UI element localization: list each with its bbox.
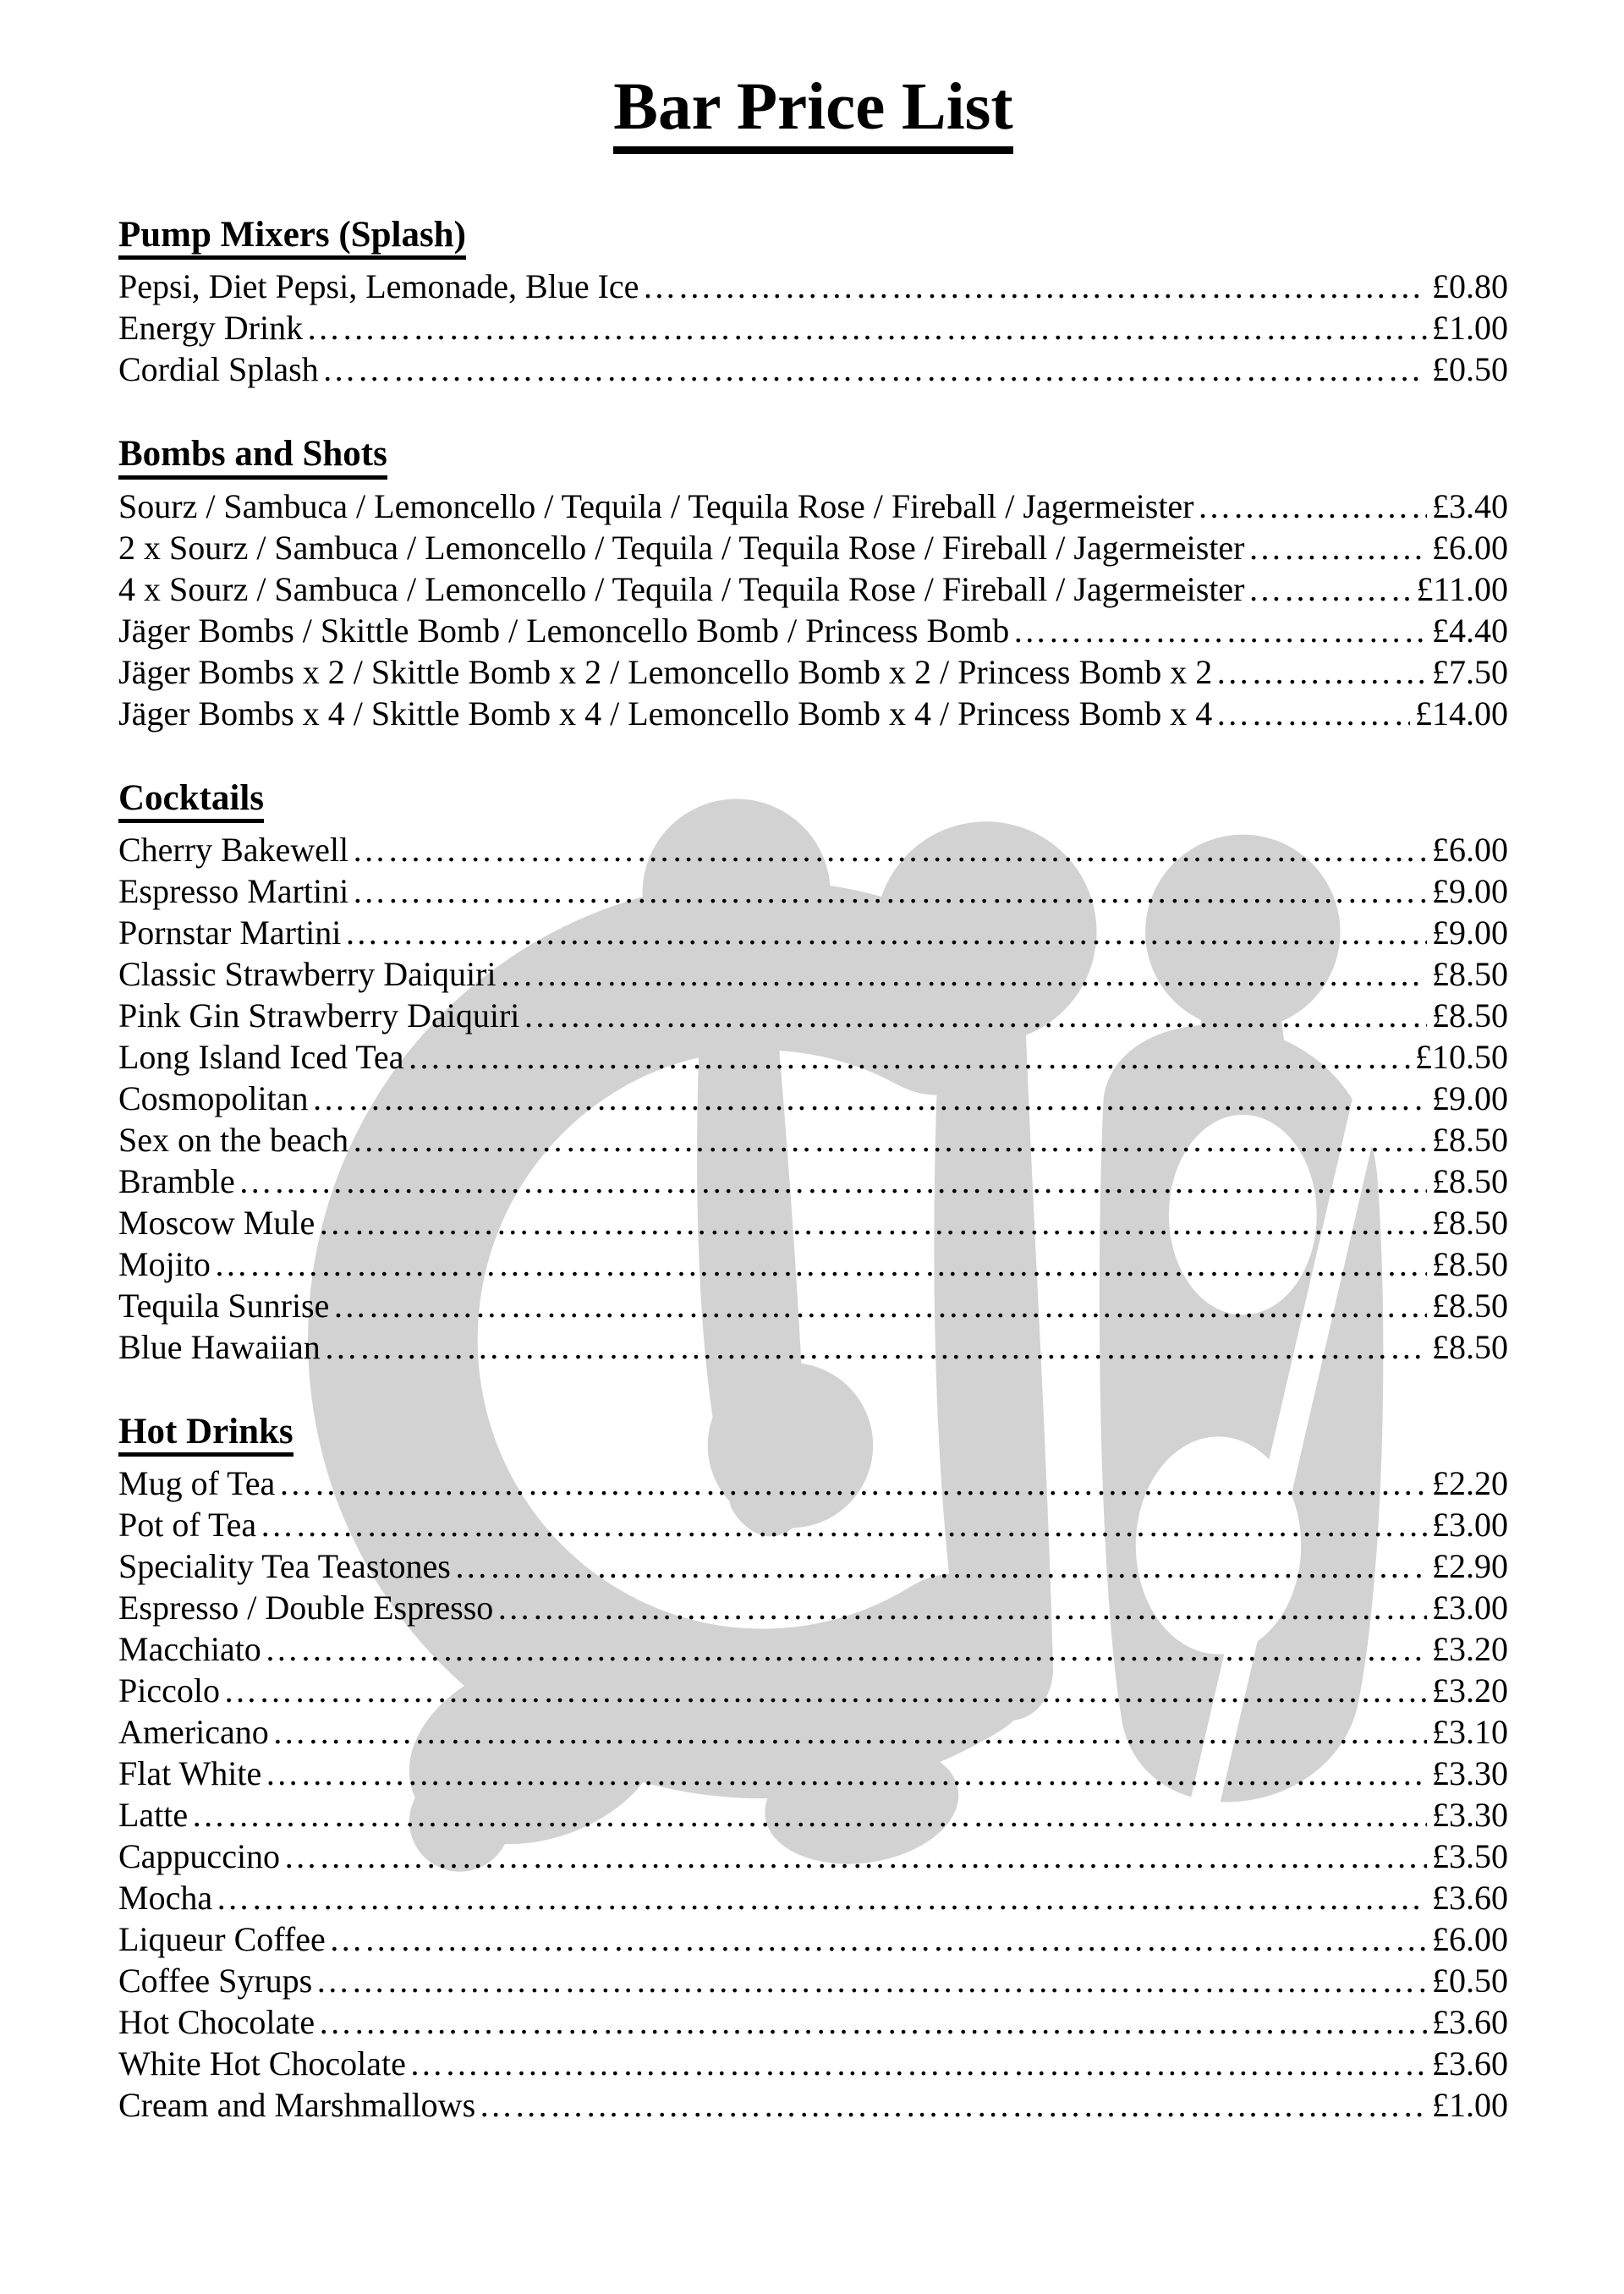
dot-leader	[1198, 486, 1427, 527]
dot-leader	[1248, 568, 1412, 610]
item-name: Mocha	[118, 1879, 213, 1918]
dot-leader	[216, 1877, 1427, 1918]
item-name: Flat White	[118, 1754, 262, 1793]
item-price: £8.50	[1432, 1203, 1508, 1242]
dot-leader	[260, 1504, 1427, 1545]
menu-item-row	[118, 1119, 1508, 1161]
dot-leader	[315, 1960, 1427, 2001]
dot-leader	[1248, 527, 1427, 568]
item-price: £2.20	[1432, 1464, 1508, 1503]
menu-item-row	[118, 1587, 1508, 1628]
item-name: Espresso Martini	[118, 871, 349, 910]
dot-leader	[311, 1078, 1427, 1119]
dot-leader	[344, 912, 1427, 953]
menu-item-row	[118, 1243, 1508, 1285]
item-price: £4.40	[1432, 611, 1508, 650]
menu-item-row	[118, 995, 1508, 1036]
item-name: Bramble	[118, 1161, 235, 1200]
dot-leader	[272, 1711, 1427, 1753]
dot-leader	[409, 2043, 1427, 2084]
item-name: Moscow Mule	[118, 1203, 315, 1242]
item-price: £3.10	[1432, 1713, 1508, 1752]
page-title: Bar Price List	[613, 73, 1012, 154]
dot-leader	[318, 1202, 1427, 1243]
item-price: £3.00	[1432, 1506, 1508, 1545]
menu-item-row	[118, 1078, 1508, 1119]
menu-item-row	[118, 1202, 1508, 1243]
dot-leader	[407, 1036, 1410, 1078]
dot-leader	[278, 1463, 1427, 1504]
menu-item-row	[118, 2084, 1508, 2126]
dot-leader	[642, 266, 1427, 307]
item-name: Coffee Syrups	[118, 1962, 313, 2000]
dot-leader	[318, 2001, 1427, 2043]
menu-item-row	[118, 1960, 1508, 2001]
menu-item-row	[118, 1326, 1508, 1368]
section-heading: Hot Drinks	[118, 1412, 294, 1457]
menu-item-row	[118, 1711, 1508, 1753]
menu-item-row	[118, 651, 1508, 693]
item-price: £6.00	[1432, 528, 1508, 567]
dot-leader	[322, 348, 1427, 390]
item-price: £3.00	[1432, 1589, 1508, 1627]
item-price: £10.50	[1415, 1037, 1508, 1076]
menu-item-row	[118, 348, 1508, 390]
menu-item-row	[118, 307, 1508, 348]
section-items	[118, 829, 1508, 1368]
item-name: Liqueur Coffee	[118, 1920, 326, 1959]
dot-leader	[1012, 610, 1427, 651]
menu-item-row	[118, 1670, 1508, 1711]
menu-item-row	[118, 693, 1508, 734]
menu-item-row	[118, 870, 1508, 912]
item-price: £6.00	[1432, 1920, 1508, 1959]
dot-leader	[1215, 651, 1427, 693]
section-heading: Pump Mixers (Splash)	[118, 215, 466, 260]
item-name: Pink Gin Strawberry Daiquiri	[118, 996, 520, 1034]
item-price: £0.80	[1432, 267, 1508, 306]
item-name: Long Island Iced Tea	[118, 1037, 404, 1076]
dot-leader	[324, 1326, 1427, 1368]
item-price: £3.30	[1432, 1796, 1508, 1835]
item-price: £3.20	[1432, 1630, 1508, 1669]
item-price: £6.00	[1432, 830, 1508, 869]
menu-item-row	[118, 1794, 1508, 1836]
item-price: £8.50	[1432, 996, 1508, 1034]
item-name: Piccolo	[118, 1671, 220, 1710]
item-price: £8.50	[1432, 1244, 1508, 1283]
item-price: £3.20	[1432, 1671, 1508, 1710]
dot-leader	[454, 1545, 1427, 1587]
item-price: £3.30	[1432, 1754, 1508, 1793]
menu-item-row	[118, 1628, 1508, 1670]
item-name: Tequila Sunrise	[118, 1286, 330, 1325]
item-name: Americano	[118, 1713, 269, 1752]
item-name: Blue Hawaiian	[118, 1327, 321, 1366]
item-price: £7.50	[1432, 652, 1508, 691]
item-price: £2.90	[1432, 1547, 1508, 1586]
dot-leader	[223, 1670, 1427, 1711]
dot-leader	[479, 2084, 1427, 2126]
item-name: 2 x Sourz / Sambuca / Lemoncello / Tequila / Tequila Rose / Fireball / Jagermeister	[118, 528, 1245, 567]
item-name: Pornstar Martini	[118, 913, 342, 952]
dot-leader	[329, 1918, 1427, 1960]
item-name: Jäger Bombs x 4 / Skittle Bomb x 4 / Lemoncello Bomb x 4 / Princess Bomb x 4	[118, 694, 1213, 733]
item-price: £3.60	[1432, 2003, 1508, 2042]
dot-leader	[497, 1587, 1427, 1628]
item-price: £1.00	[1432, 2086, 1508, 2125]
menu-item-row	[118, 610, 1508, 651]
item-name: Sex on the beach	[118, 1120, 349, 1159]
menu-section	[118, 778, 1508, 1368]
menu-item-row	[118, 1161, 1508, 1202]
dot-leader	[283, 1836, 1427, 1877]
menu-item-row	[118, 527, 1508, 568]
item-price: £1.00	[1432, 309, 1508, 348]
price-list	[118, 215, 1508, 2126]
dot-leader	[214, 1243, 1427, 1285]
section-items	[118, 1463, 1508, 2126]
item-price: £9.00	[1432, 913, 1508, 952]
item-price: £3.40	[1432, 486, 1508, 525]
dot-leader	[265, 1628, 1427, 1670]
menu-item-row	[118, 912, 1508, 953]
item-name: Classic Strawberry Daiquiri	[118, 954, 497, 993]
item-name: Cordial Splash	[118, 350, 319, 389]
menu-item-row	[118, 266, 1508, 307]
dot-leader	[523, 995, 1427, 1036]
menu-item-row	[118, 486, 1508, 527]
dot-leader	[239, 1161, 1427, 1202]
item-name: Energy Drink	[118, 309, 304, 348]
item-price: £9.00	[1432, 871, 1508, 910]
item-name: Cherry Bakewell	[118, 830, 349, 869]
item-price: £8.50	[1432, 954, 1508, 993]
menu-section	[118, 215, 1508, 390]
menu-item-row	[118, 829, 1508, 870]
menu-item-row	[118, 2043, 1508, 2084]
item-price: £3.60	[1432, 2044, 1508, 2083]
dot-leader	[1215, 693, 1410, 734]
item-price: £0.50	[1432, 1962, 1508, 2000]
menu-item-row	[118, 1877, 1508, 1918]
dot-leader	[306, 307, 1427, 348]
menu-item-row	[118, 1545, 1508, 1587]
item-price: £8.50	[1432, 1327, 1508, 1366]
menu-item-row	[118, 1285, 1508, 1326]
menu-section	[118, 1412, 1508, 2126]
menu-section	[118, 434, 1508, 733]
menu-item-row	[118, 1753, 1508, 1794]
item-name: Speciality Tea Teastones	[118, 1547, 451, 1586]
item-price: £8.50	[1432, 1286, 1508, 1325]
item-name: Pepsi, Diet Pepsi, Lemonade, Blue Ice	[118, 267, 639, 306]
item-price: £8.50	[1432, 1120, 1508, 1159]
item-price: £9.00	[1432, 1078, 1508, 1117]
item-name: Mug of Tea	[118, 1464, 276, 1503]
item-name: Macchiato	[118, 1630, 261, 1669]
menu-item-row	[118, 1836, 1508, 1877]
section-items	[118, 266, 1508, 390]
section-items	[118, 486, 1508, 734]
item-price: £11.00	[1416, 569, 1508, 608]
dot-leader	[352, 1119, 1427, 1161]
dot-leader	[265, 1753, 1427, 1794]
item-name: Jäger Bombs x 2 / Skittle Bomb x 2 / Lemoncello Bomb x 2 / Princess Bomb x 2	[118, 652, 1213, 691]
item-name: Pot of Tea	[118, 1506, 257, 1545]
item-name: Hot Chocolate	[118, 2003, 315, 2042]
section-heading: Bombs and Shots	[118, 434, 387, 479]
item-price: £3.60	[1432, 1879, 1508, 1918]
item-name: Jäger Bombs / Skittle Bomb / Lemoncello Bomb / Princess Bomb	[118, 611, 1010, 650]
item-name: White Hot Chocolate	[118, 2044, 406, 2083]
item-price: £3.50	[1432, 1837, 1508, 1876]
menu-item-row	[118, 1463, 1508, 1504]
item-price: £0.50	[1432, 350, 1508, 389]
dot-leader	[191, 1794, 1427, 1836]
dot-leader	[332, 1285, 1427, 1326]
item-price: £14.00	[1415, 694, 1508, 733]
item-name: Sourz / Sambuca / Lemoncello / Tequila / Tequila Rose / Fireball / Jagermeister	[118, 486, 1194, 525]
section-heading: Cocktails	[118, 778, 264, 823]
item-name: Cosmopolitan	[118, 1078, 309, 1117]
menu-item-row	[118, 953, 1508, 995]
dot-leader	[500, 953, 1427, 995]
item-name: Latte	[118, 1796, 189, 1835]
item-name: Cream and Marshmallows	[118, 2086, 476, 2125]
menu-item-row	[118, 2001, 1508, 2043]
item-name: Mojito	[118, 1244, 211, 1283]
menu-item-row	[118, 1918, 1508, 1960]
menu-item-row	[118, 1504, 1508, 1545]
dot-leader	[352, 870, 1427, 912]
item-name: Espresso / Double Espresso	[118, 1589, 494, 1627]
item-name: Cappuccino	[118, 1837, 281, 1876]
menu-item-row	[118, 1036, 1508, 1078]
item-name: 4 x Sourz / Sambuca / Lemoncello / Tequila / Tequila Rose / Fireball / Jagermeister	[118, 569, 1245, 608]
dot-leader	[352, 829, 1427, 870]
item-price: £8.50	[1432, 1161, 1508, 1200]
menu-item-row	[118, 568, 1508, 610]
